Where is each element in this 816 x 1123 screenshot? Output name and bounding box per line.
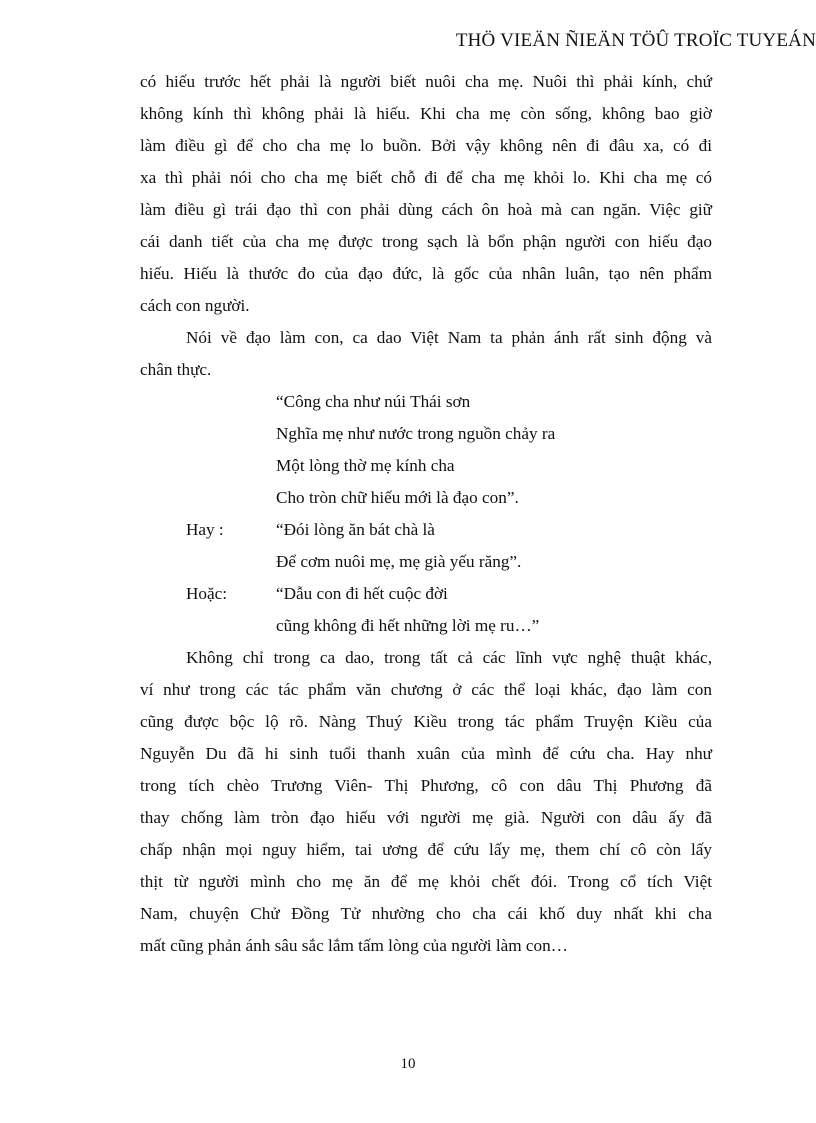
paragraph-line: xa thì phải nói cho cha mẹ biết chỗ đi để cha mẹ khỏi lo. Khi cha mẹ có	[140, 168, 712, 187]
paragraph-line: ví như trong các tác phẩm văn chương ở các thể loại khác, đạo làm con	[140, 680, 712, 699]
paragraph-line: làm điều gì trái đạo thì con phải dùng cách ôn hoà mà can ngăn. Việc giữ	[140, 200, 712, 219]
poem-line: “Đói lòng ăn bát chà là	[276, 520, 435, 539]
page-number: 10	[400, 1056, 416, 1072]
paragraph-line: thịt từ người mình cho mẹ ăn để mẹ khỏi chết đói. Trong cổ tích Việt	[140, 872, 712, 891]
paragraph-line: Nguyễn Du đã hi sinh tuổi thanh xuân của mình để cứu cha. Hay như	[140, 744, 712, 763]
paragraph-line: hiếu. Hiếu là thước đo của đạo đức, là gốc của nhân luân, tạo nên phẩm	[140, 264, 712, 283]
paragraph-line: cũng được bộc lộ rõ. Nàng Thuý Kiều trong tác phẩm Truyện Kiều của	[140, 712, 712, 731]
paragraph-line: trong tích chèo Trương Viên- Thị Phương, cô con dâu Thị Phương đã	[140, 776, 712, 795]
paragraph-line: cái danh tiết của cha mẹ được trong sạch là bổn phận người con hiếu đạo	[140, 232, 712, 251]
paragraph-line: làm điều gì để cho cha mẹ lo buồn. Bởi vậy không nên đi đâu xa, có đi	[140, 136, 712, 155]
paragraph-line: Nói về đạo làm con, ca dao Việt Nam ta phản ánh rất sinh động và	[186, 328, 712, 347]
paragraph-line: chấp nhận mọi nguy hiểm, tai ương để cứu lấy mẹ, them chí cô còn lấy	[140, 840, 712, 859]
poem-line: Cho tròn chữ hiếu mới là đạo con”.	[276, 488, 519, 507]
paragraph-line: chân thực.	[140, 360, 212, 379]
paragraph-line: Không chỉ trong ca dao, trong tất cả các lĩnh vực nghệ thuật khác,	[186, 648, 712, 667]
paragraph-line: không kính thì không phải là hiếu. Khi cha mẹ còn sống, không bao giờ	[140, 104, 712, 123]
poem-line: Một lòng thờ mẹ kính cha	[276, 456, 455, 475]
poem-line: Để cơm nuôi mẹ, mẹ già yếu răng”.	[276, 552, 522, 571]
paragraph-line: Nam, chuyện Chử Đồng Tử nhường cho cha cái khố duy nhất khi cha	[140, 904, 712, 923]
poem-label: Hay :	[186, 520, 224, 539]
page-header: THÖ VIEÄN ÑIEÄN TÖÛ TROÏC TUYEÁN	[455, 30, 816, 51]
poem-line: “Công cha như núi Thái sơn	[276, 392, 471, 411]
paragraph-line: mất cũng phản ánh sâu sắc lắm tấm lòng của người làm con…	[140, 936, 568, 955]
paragraph-line: cách con người.	[140, 296, 250, 315]
poem-line: cũng không đi hết những lời mẹ ru…”	[276, 616, 540, 635]
poem-line: Nghĩa mẹ như nước trong nguồn chảy ra	[276, 424, 556, 443]
poem-line: “Dẫu con đi hết cuộc đời	[276, 584, 448, 603]
paragraph-line: có hiếu trước hết phải là người biết nuôi cha mẹ. Nuôi thì phải kính, chứ	[140, 72, 712, 91]
poem-label: Hoặc:	[186, 584, 228, 603]
paragraph-line: thay chống làm tròn đạo hiếu với người mẹ già. Người con dâu ấy đã	[140, 808, 712, 827]
